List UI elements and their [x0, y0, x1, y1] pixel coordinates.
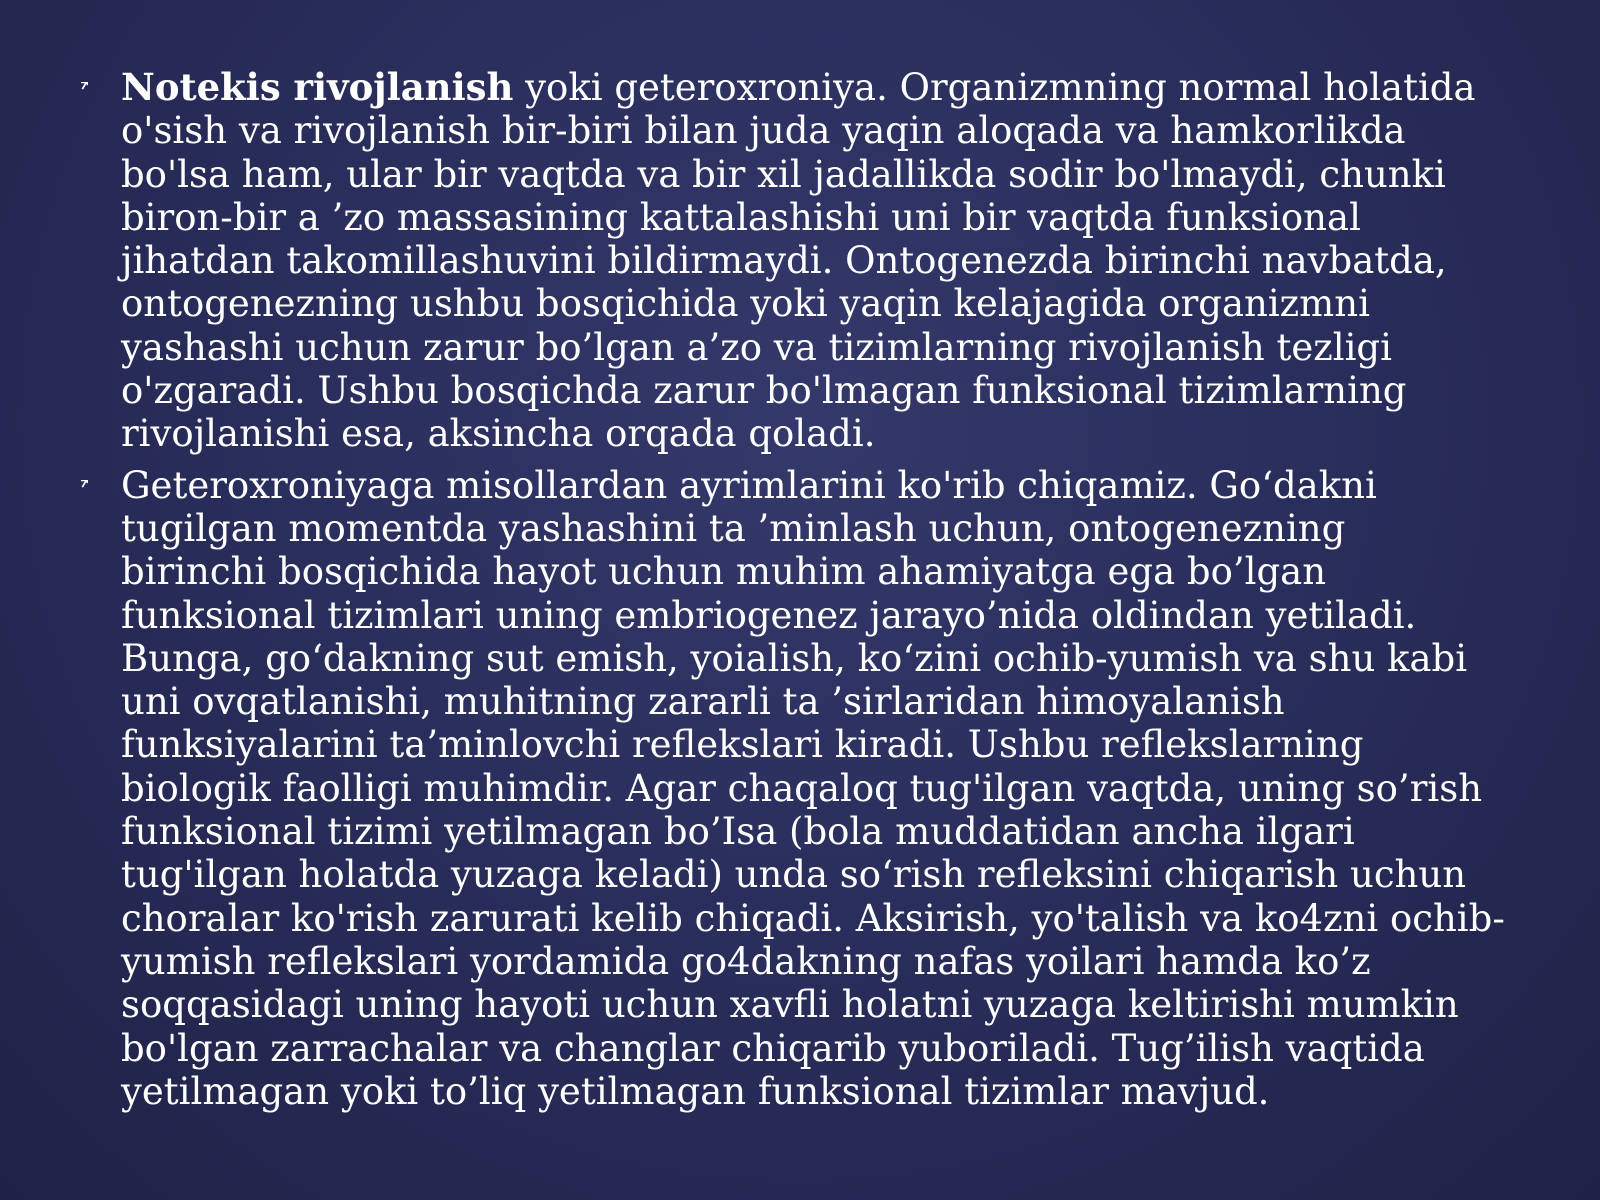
- bullet-item-2: [78, 464, 1548, 1113]
- slide-content: [78, 66, 1548, 1121]
- bullet-1-line-2: o'sish va rivojlanish bir-biri bilan juda yaqin aloqada va hamkorlikda: [121, 109, 1406, 153]
- bullet-2-line-15: yetilmagan yoki to’liq yetilmagan funksional tizimlar mavjud.: [121, 1069, 1270, 1113]
- bullet-2-line-13: soqqasidagi uning hayoti uchun xavfli holatni yuzaga keltirishi mumkin: [121, 983, 1459, 1027]
- bullet-2-line-8: biologik faolligi muhimdir. Agar chaqaloq tug'ilgan vaqtda, uning so’rish: [121, 766, 1483, 810]
- bullet-2-line-1: Geteroxroniyaga misollardan ayrimlarini ko'rib chiqamiz. Go‘dakni: [121, 463, 1377, 507]
- bullet-1-line-7: yashashi uchun zarur bo’lgan a’zo va tizimlarning rivojlanish tezligi: [121, 325, 1392, 369]
- bullet-1-lead: Notekis rivojlanish: [121, 65, 514, 109]
- bullet-arrow-icon: [80, 81, 90, 91]
- bullet-2-line-11: choralar ko'rish zarurati kelib chiqadi. Aksirish, yo'talish va ko4zni ochib-: [121, 896, 1505, 940]
- bullet-2-line-7: funksiyalarini ta’minlovchi reflekslari kiradi. Ushbu reflekslarning: [121, 723, 1364, 767]
- bullet-1-line-1: Notekis rivojlanish yoki geteroxroniya. Organizmning normal holatida: [121, 65, 1476, 109]
- bullet-2-line-5: Bunga, go‘dakning sut emish, yoialish, ko‘zini ochib-yumish va shu kabi: [121, 636, 1468, 680]
- bullet-2-line-14: bo'lgan zarrachalar va changlar chiqarib yuboriladi. Tug’ilish vaqtida: [121, 1026, 1425, 1070]
- bullet-1-line-5: jihatdan takomillashuvini bildirmaydi. Ontogenezda birinchi navbatda,: [121, 239, 1447, 283]
- bullet-1-line-3: bo'lsa ham, ular bir vaqtda va bir xil jadallikda sodir bo'lmaydi, chunki: [121, 152, 1446, 196]
- bullet-1-line-8: o'zgaradi. Ushbu bosqichda zarur bo'lmagan funksional tizimlarning: [121, 369, 1407, 413]
- bullet-1-line-4: biron-bir a ’zo massasining kattalashishi uni bir vaqtda funksional: [121, 195, 1361, 239]
- bullet-arrow-icon: [80, 479, 90, 489]
- bullet-2-line-9: funksional tizimi yetilmagan bo’Isa (bola muddatidan ancha ilgari: [121, 810, 1355, 854]
- bullet-2-line-3: birinchi bosqichida hayot uchun muhim ahamiyatga ega bo’lgan: [121, 550, 1327, 594]
- bullet-2-line-4: funksional tizimlari uning embriogenez jarayo’nida oldindan yetiladi.: [121, 593, 1417, 637]
- bullet-1-line-6: ontogenezning ushbu bosqichida yoki yaqin kelajagida organizmni: [121, 282, 1370, 326]
- bullet-2-line-10: tug'ilgan holatda yuzaga keladi) unda so‘rish refleksini chiqarish uchun: [121, 853, 1467, 897]
- bullet-item-1: [78, 66, 1548, 456]
- bullet-2-line-12: yumish reflekslari yordamida go4dakning nafas yoilari hamda ko’z: [121, 939, 1371, 983]
- bullet-2-line-2: tugilgan momentda yashashini ta ’minlash uchun, ontogenezning: [121, 506, 1346, 550]
- bullet-1-line-9: rivojlanishi esa, aksincha orqada qoladi.: [121, 412, 876, 456]
- bullet-2-line-6: uni ovqatlanishi, muhitning zararli ta ’sirlaridan himoyalanish: [121, 680, 1285, 724]
